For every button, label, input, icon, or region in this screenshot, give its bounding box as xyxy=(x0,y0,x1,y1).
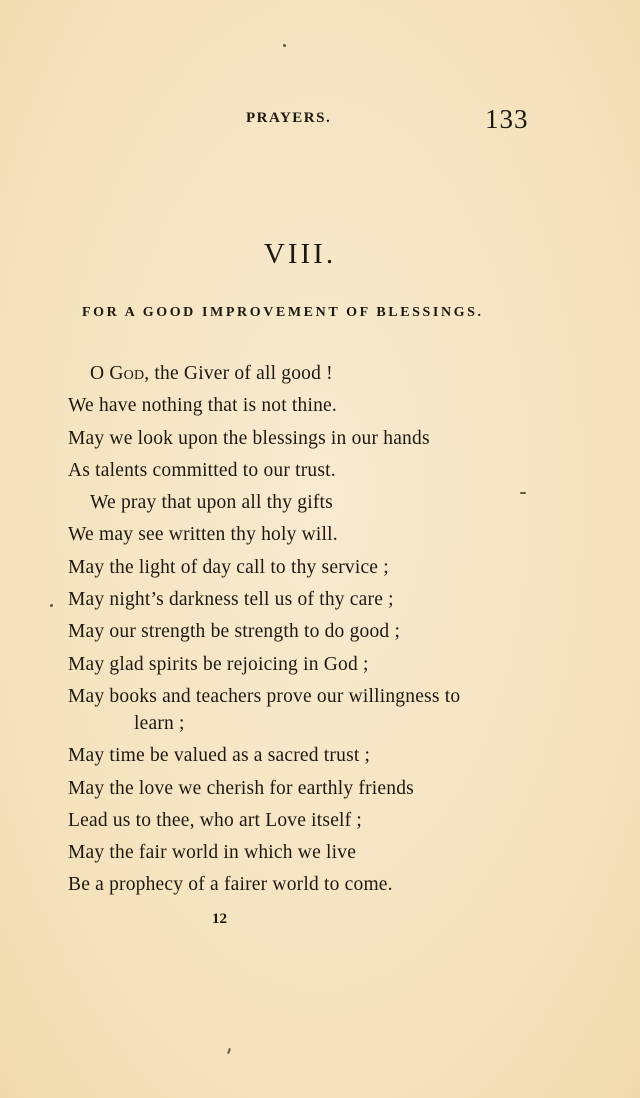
poem-line-continuation: learn ; xyxy=(134,712,185,734)
poem-line: May glad spirits be rejoicing in God ; xyxy=(68,653,369,675)
poem-line: May we look upon the blessings in our hands xyxy=(68,427,430,449)
poem-line: May books and teachers prove our willingness to xyxy=(68,685,461,707)
poem-line-smallcaps: God xyxy=(109,363,145,384)
poem-line: May our strength be strength to do good ; xyxy=(68,621,401,643)
page-number: 133 xyxy=(485,104,529,134)
paper-speck xyxy=(50,604,53,607)
poem-line-lead: O xyxy=(90,363,110,384)
paper-speck xyxy=(227,1048,231,1054)
poem-body xyxy=(68,360,538,904)
poem-line: May time be valued as a sacred trust ; xyxy=(68,745,371,767)
section-numeral: VIII. xyxy=(263,238,337,270)
paper-speck xyxy=(520,492,526,494)
poem-line: We have nothing that is not thine. xyxy=(68,395,337,417)
paper-speck xyxy=(283,44,286,47)
poem-line: We pray that upon all thy gifts xyxy=(90,492,333,514)
poem-line: May the love we cherish for earthly friends xyxy=(68,777,414,799)
poem-line: Be a prophecy of a fairer world to come. xyxy=(68,874,393,896)
poem-line: Lead us to thee, who art Love itself ; xyxy=(68,809,363,831)
running-title: PRAYERS. xyxy=(246,110,332,126)
poem-line: May night’s darkness tell us of thy care ; xyxy=(68,589,394,611)
poem-line: We may see written thy holy will. xyxy=(68,524,338,546)
section-title: FOR A GOOD IMPROVEMENT OF BLESSINGS. xyxy=(82,305,484,320)
poem-line-rest: , the Giver of all good ! xyxy=(144,363,333,384)
poem-line: As talents committed to our trust. xyxy=(68,459,336,481)
poem-line: May the fair world in which we live xyxy=(68,842,357,864)
poem-line: May the light of day call to thy service ; xyxy=(68,556,389,578)
poem-line xyxy=(68,360,538,392)
signature-mark: 12 xyxy=(212,911,227,927)
